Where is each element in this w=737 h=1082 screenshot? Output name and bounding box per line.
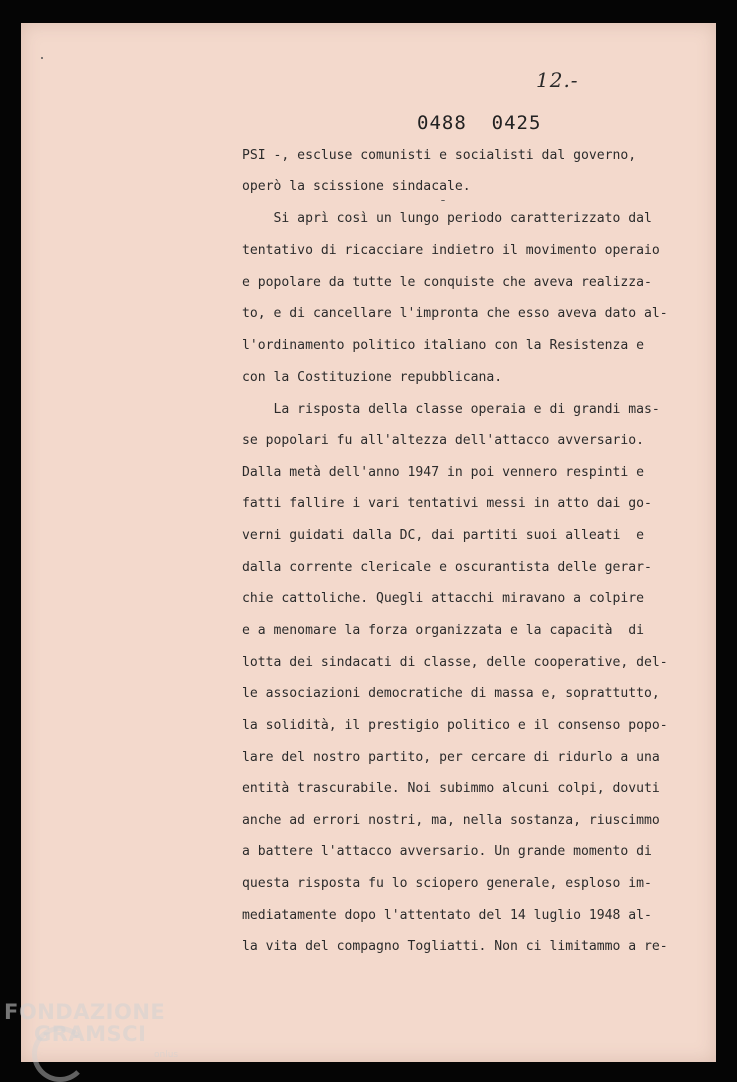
text-line: la solidità, il prestigio politico e il consenso popo-	[242, 718, 668, 733]
text-line: lare del nostro partito, per cercare di ridurlo a una	[242, 750, 660, 765]
text-line: dalla corrente clericale e oscurantista delle gerar-	[242, 560, 652, 575]
text-line: Si aprì così un lungo periodo caratterizzato dal	[242, 211, 652, 226]
paper-speck	[441, 200, 445, 201]
text-line: fatti fallire i vari tentativi messi in atto dai go-	[242, 496, 652, 511]
text-line: l'ordinamento politico italiano con la Resistenza e	[242, 338, 645, 353]
watermark-line3: onlus	[154, 1050, 179, 1060]
text-line: mediatamente dopo l'attentato del 14 luglio 1948 al-	[242, 908, 652, 923]
text-line: e a menomare la forza organizzata e la capacità di	[242, 623, 645, 638]
text-line: tentativo di ricacciare indietro il movimento operaio	[242, 243, 660, 258]
text-line: chie cattoliche. Quegli attacchi miravano a colpire	[242, 591, 645, 606]
paper-speck	[41, 57, 43, 59]
watermark-line1: FONDAZIONE	[4, 1000, 166, 1024]
text-line: le associazioni democratiche di massa e, soprattutto,	[242, 686, 660, 701]
text-line: anche ad errori nostri, ma, nella sostanza, riuscimmo	[242, 813, 660, 828]
text-line: se popolari fu all'altezza dell'attacco avversario.	[242, 433, 645, 448]
text-line: Dalla metà dell'anno 1947 in poi vennero respinti e	[242, 465, 645, 480]
text-line: operò la scissione sindacale.	[242, 179, 471, 194]
text-line: lotta dei sindacati di classe, delle cooperative, del-	[242, 655, 668, 670]
text-line: to, e di cancellare l'impronta che esso aveva dato al-	[242, 306, 668, 321]
text-line: a battere l'attacco avversario. Un grande momento di	[242, 844, 652, 859]
text-line: PSI -, escluse comunisti e socialisti dal governo,	[242, 148, 637, 163]
text-line: La risposta della classe operaia e di grandi mas-	[242, 402, 660, 417]
text-line: la vita del compagno Togliatti. Non ci limitammo a re-	[242, 939, 668, 954]
fondazione-gramsci-watermark	[4, 998, 194, 1078]
text-line: entità trascurabile. Noi subimmo alcuni colpi, dovuti	[242, 781, 660, 796]
text-line: verni guidati dalla DC, dai partiti suoi alleati e	[242, 528, 645, 543]
archive-code: 0488 0425	[417, 112, 542, 134]
text-line: e popolare da tutte le conquiste che aveva realizza-	[242, 275, 652, 290]
watermark-line2: GRAMSCI	[34, 1022, 147, 1046]
text-line: con la Costituzione repubblicana.	[242, 370, 503, 385]
handwritten-page-number: 12.-	[536, 68, 579, 92]
text-line: questa risposta fu lo sciopero generale, esploso im-	[242, 876, 652, 891]
